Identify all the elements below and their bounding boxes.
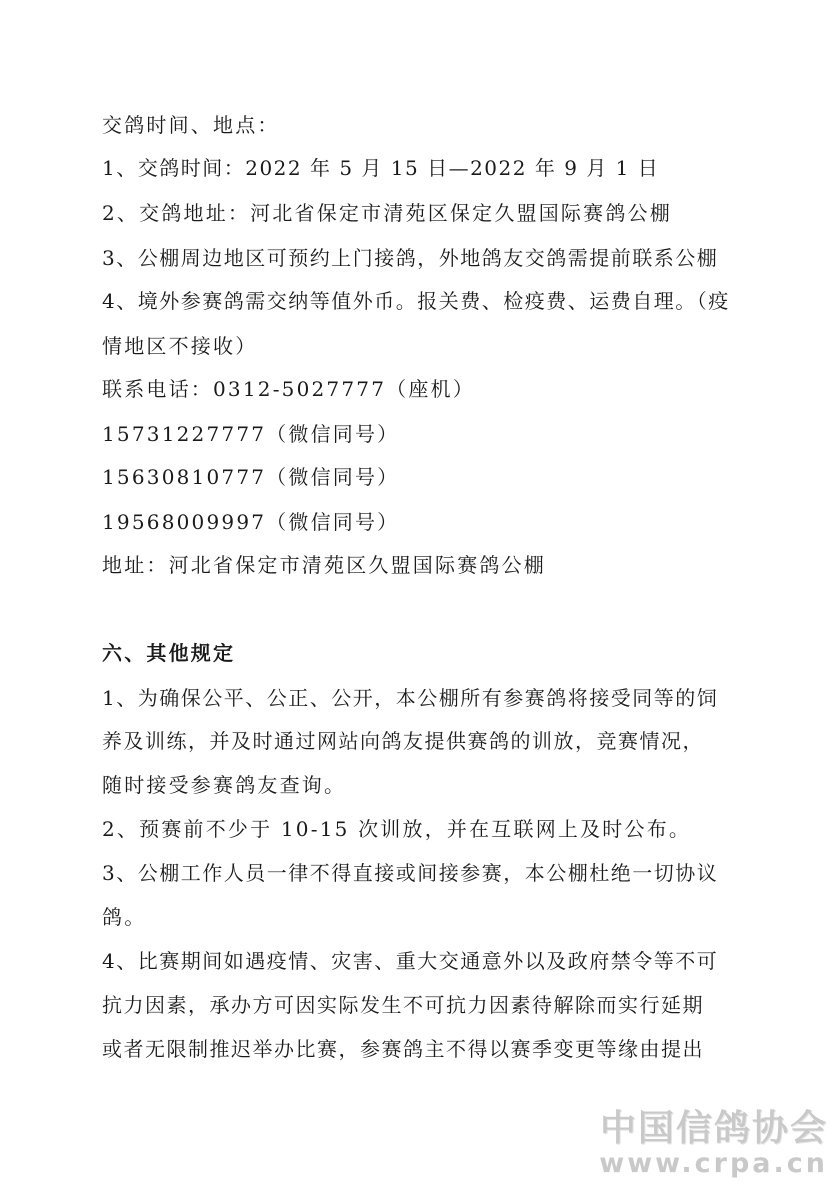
text-line: 情地区不接收） [102,334,258,358]
text-line: 3、公棚工作人员一律不得直接或间接参赛，本公棚杜绝一切协议 [102,861,719,885]
watermark [599,1109,828,1179]
text-line: 鸽。 [102,905,147,929]
text-line: 15630810777（微信同号） [102,465,400,489]
text-line: 15731227777（微信同号） [102,422,400,446]
watermark-url: www.crpa.cn [599,1148,828,1179]
watermark-title: 中国信鸽协会 [599,1108,828,1149]
text-line: 2、预赛前不少于 10-15 次训放，并在互联网上及时公布。 [102,817,692,841]
text-line: 抗力因素，承办方可因实际发生不可抗力因素待解除而实行延期 [102,993,704,1017]
text-line: 随时接受参赛鸽友查询。 [102,773,347,797]
text-line: 联系电话：0312-5027777（座机） [102,377,475,401]
text-line: 交鸽时间、地点： [102,113,280,137]
text-line: 4、比赛期间如遇疫情、灾害、重大交通意外以及政府禁令等不可 [102,949,719,973]
text-line: 或者无限制推迟举办比赛，参赛鸽主不得以赛季变更等缘由提出 [102,1037,704,1061]
text-line: 2、交鸽地址：河北省保定市清苑区保定久盟国际赛鸽公棚 [102,201,672,225]
text-line: 3、公棚周边地区可预约上门接鸽，外地鸽友交鸽需提前联系公棚 [102,246,719,270]
section-heading: 六、其他规定 [102,641,236,665]
text-line: 1、为确保公平、公正、公开，本公棚所有参赛鸽将接受同等的饲 [102,686,719,710]
text-line: 养及训练，并及时通过网站向鸽友提供赛鸽的训放，竞赛情况， [102,729,704,753]
text-line: 1、交鸽时间：2022 年 5 月 15 日—2022 年 9 月 1 日 [102,156,660,180]
text-line: 4、境外参赛鸽需交纳等值外币。报关费、检疫费、运费自理。（疫 [102,289,730,313]
text-line: 19568009997（微信同号） [102,510,400,534]
text-line: 地址：河北省保定市清苑区久盟国际赛鸽公棚 [102,553,546,577]
